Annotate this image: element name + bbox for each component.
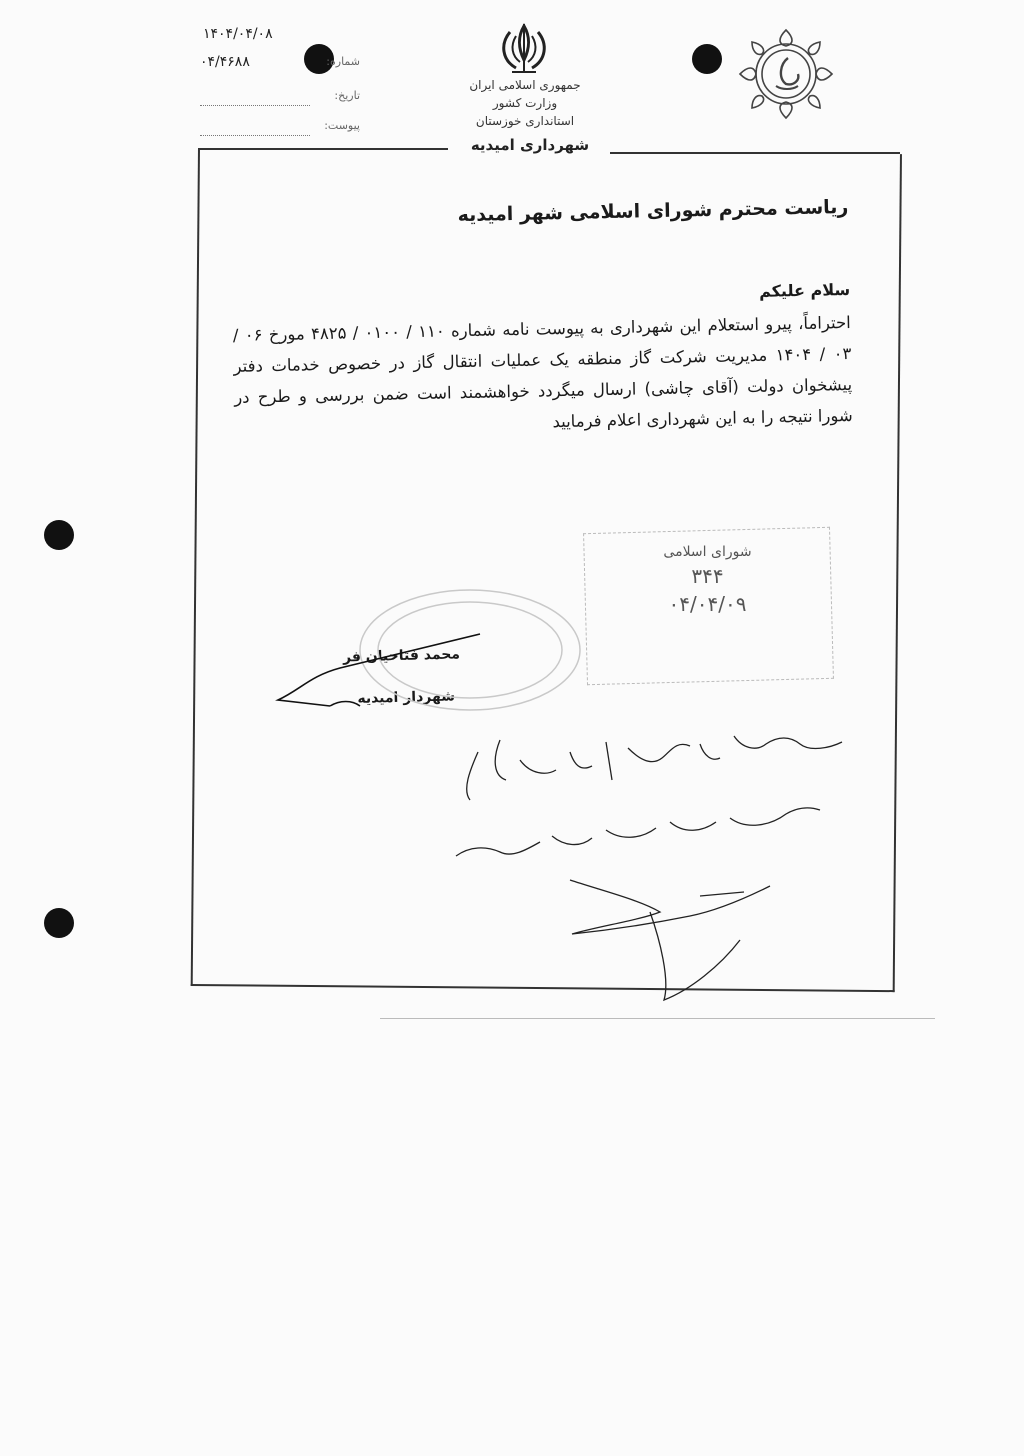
date-field — [200, 88, 360, 108]
gov-line-2: وزارت کشور — [492, 96, 558, 110]
council-stamp-number: ۳۴۴ — [691, 564, 724, 588]
signer-title: شهردار امیدیه — [357, 688, 456, 707]
date-label: تاریخ: — [334, 89, 360, 102]
municipality-logo-icon — [730, 22, 842, 126]
letter-body: احتراماً، پیرو استعلام این شهرداری به پیوست نامه شماره ۱۱۰ / ۰۱۰۰ / ۴۸۲۵ مورخ ۰۶ / ۰۳ / ۱۴۰۴ مدیریت شرکت گاز منطقه یک عملیات انتقال گاز در خصوص خدمات دفتر پیشخوان دولت (آقای چاشی) ارسال میگردد خواهشمند است ضمن بررسی و طرح در شورا نتیجه را به این شهرداری اعلام فرمایید — [232, 312, 853, 432]
attachment-field — [200, 118, 360, 138]
attachment-dotted-line — [200, 135, 310, 136]
municipality-title: شهرداری امیدیه — [470, 136, 590, 154]
number-value: ۰۴/۴۶۸۸ — [200, 54, 250, 70]
punch-hole — [44, 520, 74, 550]
council-stamp-text — [600, 540, 815, 620]
attachment-label: پیوست: — [324, 119, 360, 132]
letter-content — [230, 190, 853, 444]
gov-line-3: استانداری خوزستان — [475, 114, 575, 128]
greeting: سلام علیکم — [758, 279, 851, 301]
government-header — [440, 76, 610, 130]
number-label: شماره: — [326, 55, 360, 68]
date-dotted-line — [200, 105, 310, 106]
punch-hole — [44, 908, 74, 938]
council-stamp-date: ۰۴/۰۴/۰۹ — [668, 592, 747, 616]
council-stamp-title: شورای اسلامی — [663, 544, 752, 560]
bottom-divider-line — [380, 1018, 935, 1019]
signer-name: محمد فتاحیان فر — [342, 646, 461, 666]
date-value-top: ۱۴۰۴/۰۴/۰۸ — [203, 26, 273, 42]
gov-line-1: جمهوری اسلامی ایران — [469, 78, 581, 92]
punch-hole — [692, 44, 722, 74]
addressee: ریاست محترم شورای اسلامی شهر امیدیه — [457, 195, 849, 227]
number-field — [200, 54, 360, 74]
iran-emblem-icon — [492, 22, 556, 78]
